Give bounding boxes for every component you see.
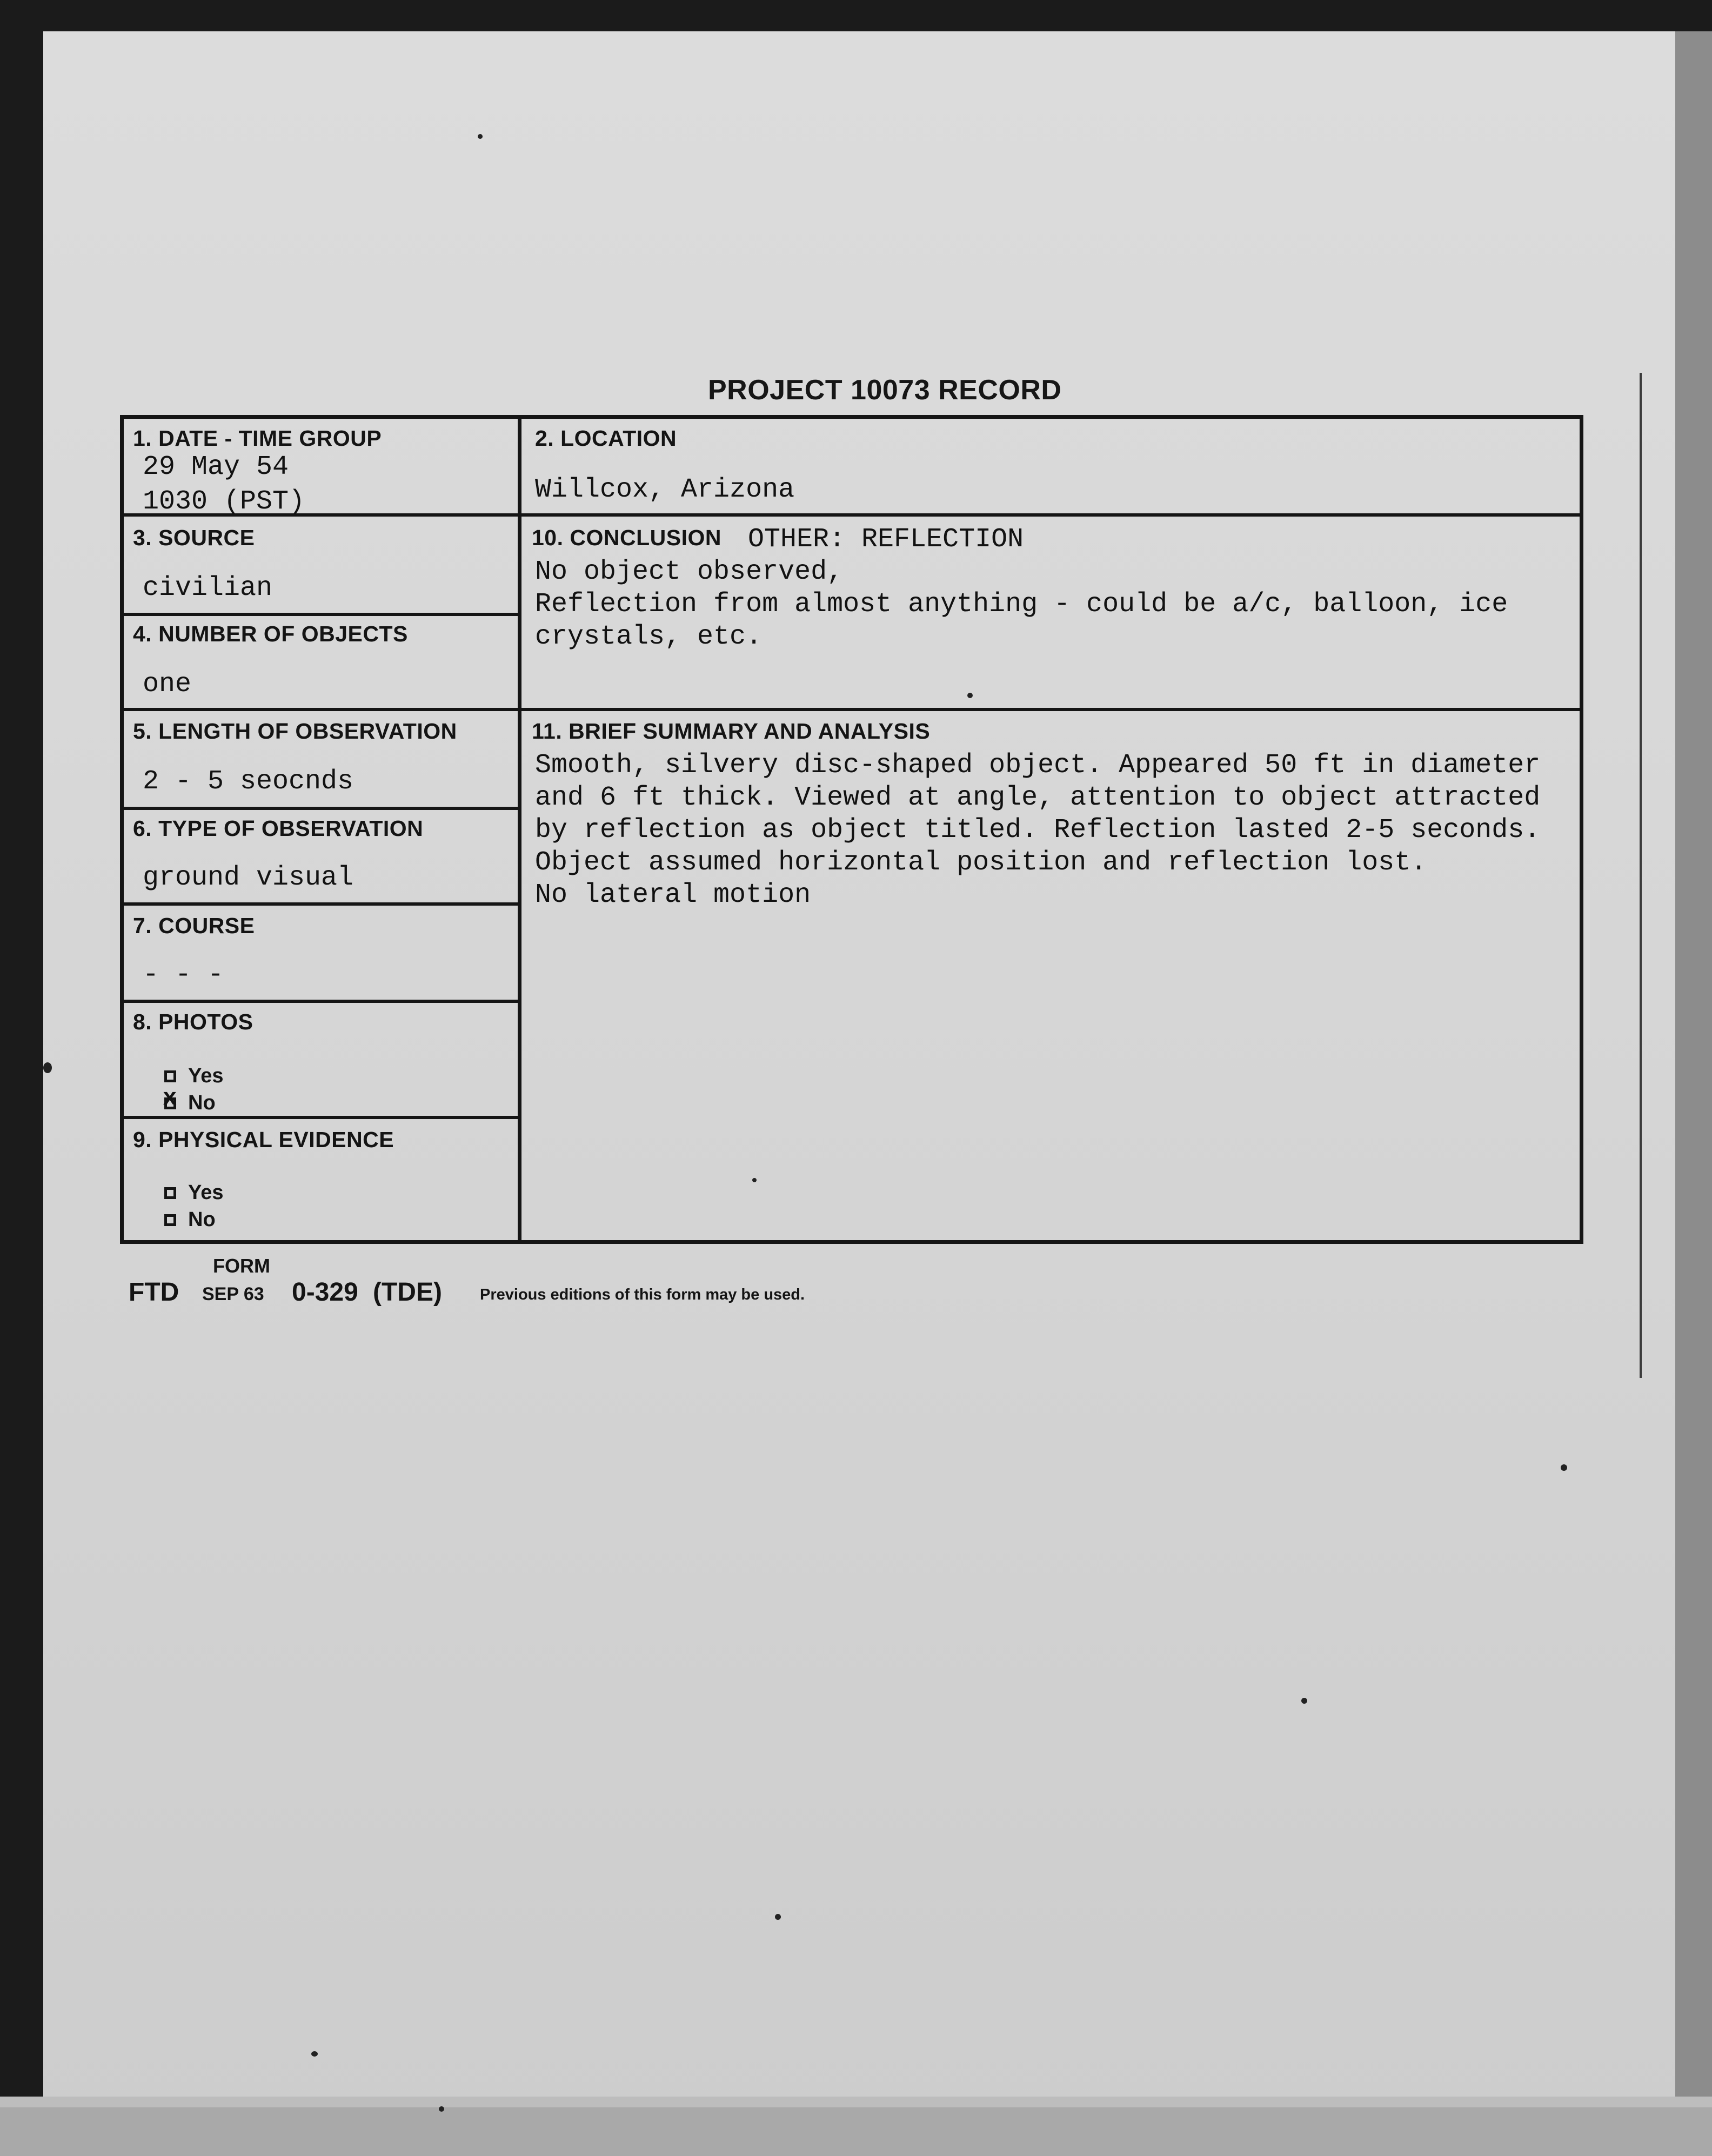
footer-form-word: FORM <box>213 1255 270 1277</box>
course-label: 7. COURSE <box>133 913 255 938</box>
date-time-label: 1. DATE - TIME GROUP <box>133 426 382 451</box>
type-of-observation-label: 6. TYPE OF OBSERVATION <box>133 816 424 841</box>
conclusion-line: No object observed, <box>535 557 844 587</box>
footer-ftd: FTD <box>129 1278 179 1307</box>
type-of-observation-value: ground visual <box>143 862 354 893</box>
scan-speck <box>43 1062 52 1073</box>
option-label: Yes <box>188 1181 224 1204</box>
footer-form-number: 0-329 <box>292 1278 358 1307</box>
row-divider <box>520 513 1583 517</box>
course-value: - - - <box>143 960 224 990</box>
conclusion-line: crystals, etc. <box>535 621 763 652</box>
conclusion-heading-value: OTHER: REFLECTION <box>748 524 1024 555</box>
length-of-observation-value: 2 - 5 seocnds <box>143 766 354 797</box>
conclusion-line: Reflection from almost anything - could be a/c, balloon, ice <box>535 589 1508 620</box>
summary-line: Smooth, silvery disc-shaped object. Appeared 50 ft in diameter <box>535 750 1541 781</box>
option-label: No <box>188 1208 216 1231</box>
physical-evidence-option-no <box>164 1208 216 1231</box>
summary-line: by reflection as object titled. Reflection lasted 2-5 seconds. <box>535 815 1541 846</box>
number-of-objects-label: 4. NUMBER OF OBJECTS <box>133 621 408 646</box>
option-label: No <box>188 1092 216 1114</box>
source-label: 3. SOURCE <box>133 525 255 550</box>
scan-speck <box>752 1178 757 1182</box>
location-label: 2. LOCATION <box>535 426 677 451</box>
time-value: 1030 (PST) <box>143 486 305 517</box>
checked-checkbox-icon <box>164 1097 176 1109</box>
footer-form-tde: (TDE) <box>373 1278 442 1307</box>
summary-label: 11. BRIEF SUMMARY AND ANALYSIS <box>532 719 931 744</box>
scan-speck <box>439 2106 444 2112</box>
scan-speck <box>775 1914 781 1920</box>
row-divider <box>120 902 520 906</box>
summary-line: and 6 ft thick. Viewed at angle, attention to object attracted <box>535 782 1541 813</box>
scan-speck <box>967 693 973 698</box>
conclusion-label: 10. CONCLUSION <box>532 525 721 550</box>
record-title: PROJECT 10073 RECORD <box>708 374 1062 406</box>
checkbox-icon <box>164 1070 176 1082</box>
number-of-objects-value: one <box>143 669 192 700</box>
margin-line <box>1640 373 1642 1378</box>
row-divider <box>120 1116 520 1119</box>
column-divider <box>518 415 521 1244</box>
option-label: Yes <box>188 1064 224 1087</box>
checkbox-icon <box>164 1214 176 1226</box>
row-divider <box>120 708 520 711</box>
photos-label: 8. PHOTOS <box>133 1009 253 1034</box>
summary-line: No lateral motion <box>535 880 811 910</box>
scan-speck <box>478 134 483 139</box>
row-divider <box>520 708 1583 711</box>
source-value: civilian <box>143 573 273 604</box>
scan-speck <box>1301 1698 1307 1704</box>
physical-evidence-option-yes <box>164 1181 224 1204</box>
physical-evidence-label: 9. PHYSICAL EVIDENCE <box>133 1127 394 1152</box>
scan-speck <box>1561 1464 1567 1471</box>
scan-speck <box>311 2051 318 2057</box>
location-value: Willcox, Arizona <box>535 474 795 505</box>
scan-edge <box>0 2107 1712 2156</box>
summary-line: Object assumed horizontal position and reflection lost. <box>535 847 1427 878</box>
length-of-observation-label: 5. LENGTH OF OBSERVATION <box>133 719 457 744</box>
footer-form-date: SEP 63 <box>202 1284 264 1304</box>
footer-note: Previous editions of this form may be used. <box>480 1286 805 1303</box>
photos-option-no <box>164 1092 216 1115</box>
row-divider <box>120 807 520 810</box>
scan-edge <box>0 2097 1712 2107</box>
checkbox-icon <box>164 1187 176 1199</box>
row-divider <box>120 613 520 616</box>
scan-edge <box>1675 31 1712 2122</box>
date-value: 29 May 54 <box>143 452 289 483</box>
row-divider <box>120 1000 520 1003</box>
